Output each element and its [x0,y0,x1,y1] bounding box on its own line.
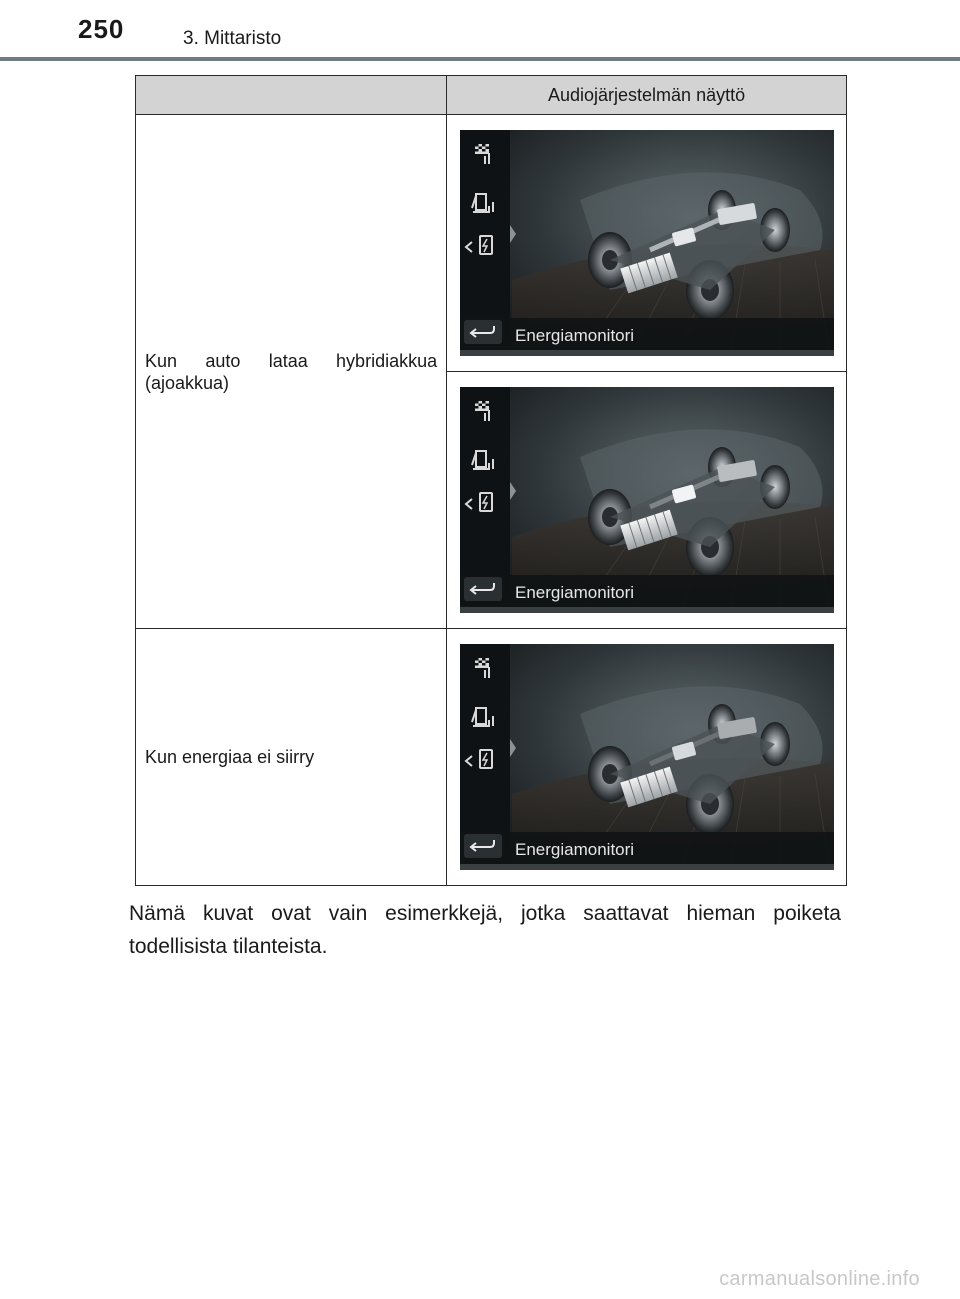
table-header-empty [136,76,447,115]
footnote [129,897,841,963]
energy-monitor-screen [460,130,834,356]
screen-content [460,644,834,870]
row-description-charging [136,115,447,629]
screen-content [460,387,834,613]
screen-cell [447,372,847,629]
description-line: (ajoakkua) [145,372,230,393]
page-header [0,0,960,62]
page-number: 250 [78,14,125,44]
description-line: Kun auto lataa hybridiakkua [145,350,438,371]
energy-monitor-screen [460,644,834,870]
table-header-row [136,76,847,115]
screen-cell [447,629,847,886]
screen-title: Energiamonitori [514,840,634,859]
footnote-line: Nämä kuvat ovat vain esimerkkejä, jotka saattavat hieman poiketa [129,902,841,925]
chapter-title: 3. Mittaristo [183,28,282,49]
table-row [136,629,847,886]
footnote-line: todellisista tilanteista. [129,935,328,958]
energy-monitor-table [135,75,847,886]
watermark: carmanualsonline.info [719,1268,920,1290]
table-header-audio-display: Audiojärjestelmän näyttö [447,76,847,115]
screen-cell [447,115,847,372]
screen-title: Energiamonitori [514,326,634,345]
table-row [136,115,847,372]
row-description-no-transfer: Kun energiaa ei siirry [136,629,447,886]
header-rule [0,57,960,61]
screen-content [460,130,834,356]
energy-monitor-screen [460,387,834,613]
screen-title: Energiamonitori [514,583,634,602]
